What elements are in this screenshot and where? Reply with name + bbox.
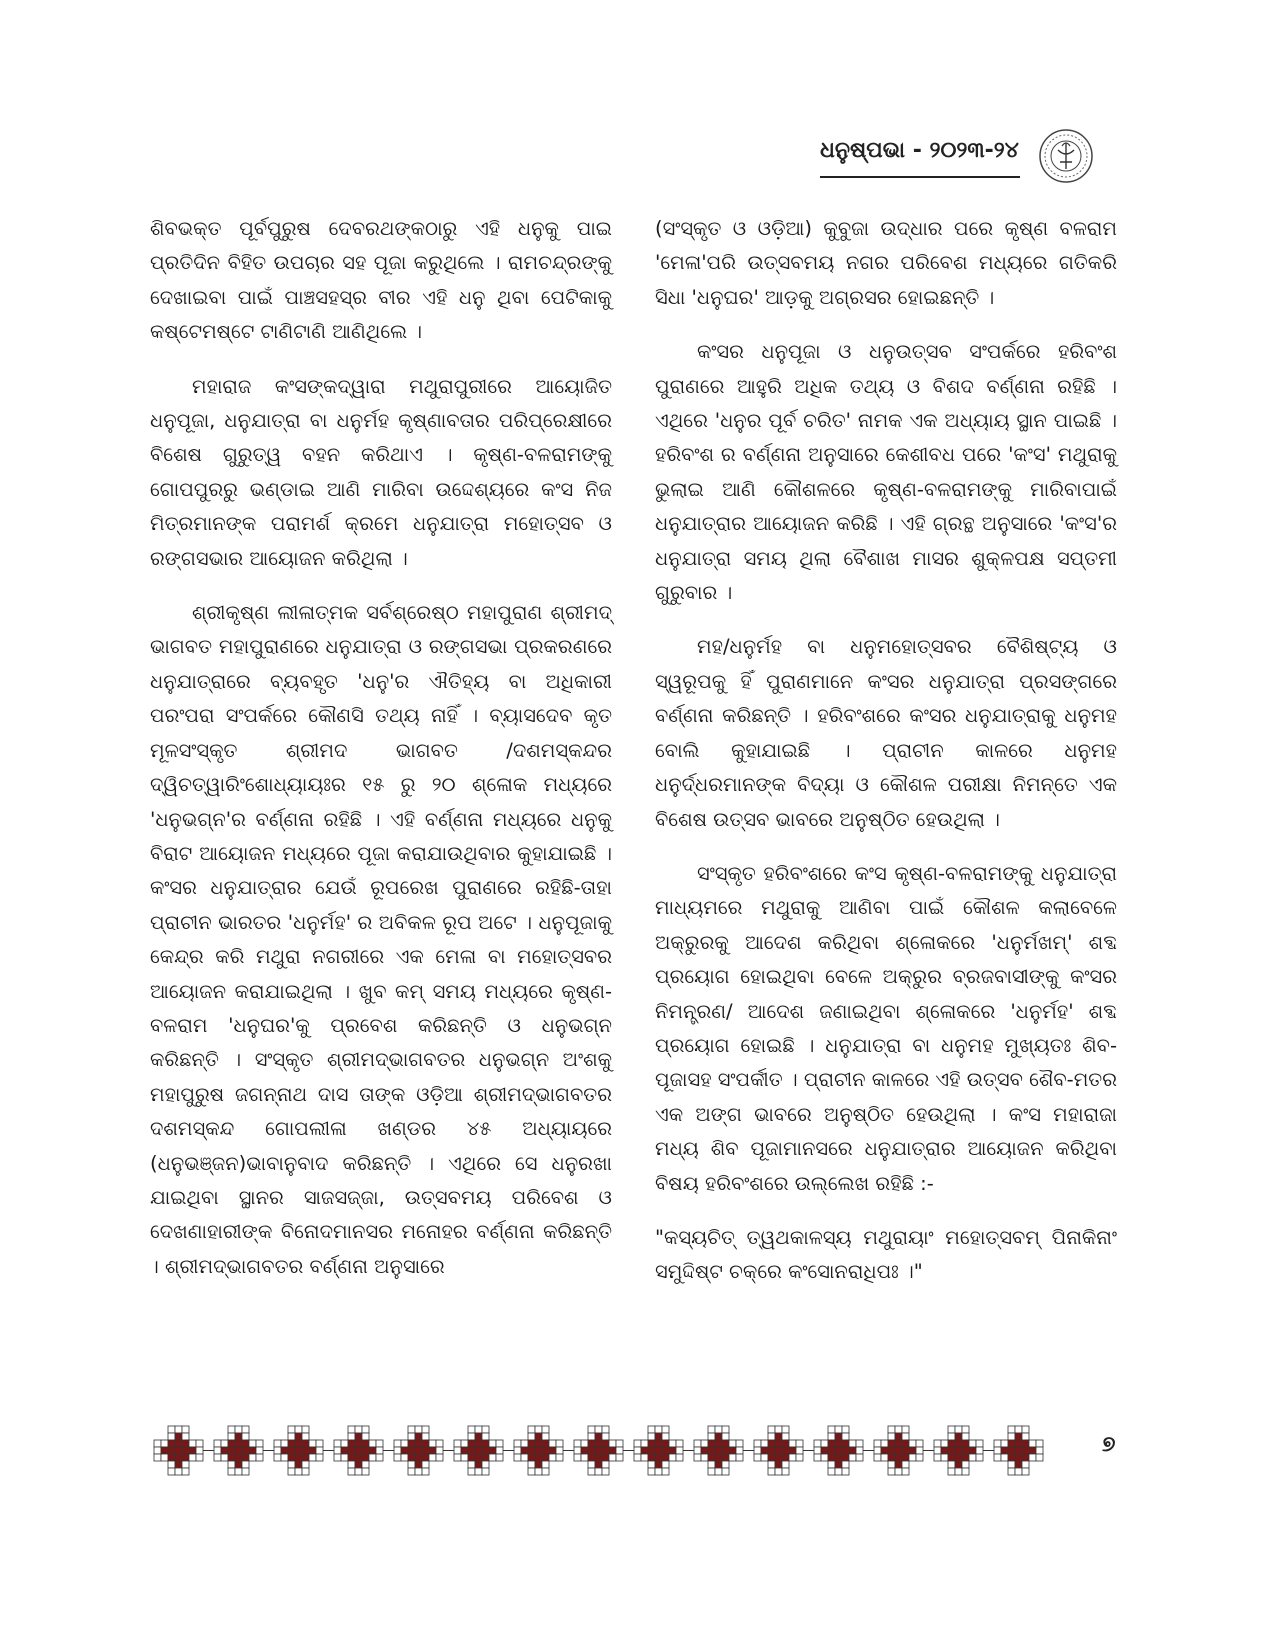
ornament-motif	[334, 1426, 394, 1475]
paragraph: ମହାରାଜ କଂସଙ୍କଦ୍ୱାରା ମଥୁରାପୁରୀରେ ଆୟୋଜିତ ଧନୁପୂଜା, ଧନୁଯାତ୍ରା ବା ଧନୁର୍ମହ କୃଷ୍ଣାବତାର ପରିପ୍ରେକ୍ଷୀରେ ବିଶେଷ ଗୁରୁତ୍ୱ ବହନ କରିଥାଏ । କୃଷ୍ଣ-ବଳରାମଙ୍କୁ ଗୋପପୁରରୁ ଭଣ୍ଡାଇ ଆଣି ମାରିବା ଉଦ୍ଦେଶ୍ୟରେ କଂସ ନିଜ ମିତ୍ରମାନଙ୍କ ପରାମର୍ଶ କ୍ରମେ ଧନୁଯାତ୍ରା ମହୋତ୍ସବ ଓ ରଙ୍ଗସଭାର ଆୟୋଜନ କରିଥିଲା ।	[150, 374, 612, 570]
paragraph: ମହ/ଧନୁର୍ମହ ବା ଧନୁମହୋତ୍ସବର ବୈଶିଷ୍ଟ୍ୟ ଓ ସ୍ୱରୂପକୁ ହିଁ ପୁରାଣମାନେ କଂସର ଧନୁଯାତ୍ରା ପ୍ରସଙ୍ଗରେ ବର୍ଣ୍ଣନା କରିଛନ୍ତି । ହରିବଂଶରେ କଂସର ଧନୁଯାତ୍ରାକୁ ଧନୁମହ ବୋଲି କୁହାଯାଇଛି । ପ୍ରାଚୀନ କାଳରେ ଧନୁମହ ଧନୁର୍ଦ୍ଧରମାନଙ୍କ ବିଦ୍ୟା ଓ କୌଶଳ ପରୀକ୍ଷା ନିମନ୍ତେ ଏକ ବିଶେଷ ଉତ୍ସବ ଭାବରେ ଅନୁଷ୍ଠିତ ହେଉଥିଲା ।	[655, 635, 1117, 831]
sanskrit-quote: "କସ୍ୟଚିତ୍ ତ୍ୱଥକାଳସ୍ୟ ମଥୁରାୟାଂ ମହୋତ୍ସବମ୍ ପିନାକିନାଂ ସମୁଦ୍ଦିଷ୍ଟ ଚକ୍ରେ କଂସୋନରାଧିପଃ ।"	[655, 1225, 1117, 1284]
ornament-motif	[874, 1426, 934, 1475]
ornament-motif	[514, 1426, 574, 1475]
paragraph: ଶିବଭକ୍ତ ପୂର୍ବପୁରୁଷ ଦେବରଥଙ୍କଠାରୁ ଏହି ଧନୁକୁ ପାଇ ପ୍ରତିଦିନ ବିହିତ ଉପଚାର ସହ ପୂଜା କରୁଥିଲେ । ରାମଚନ୍ଦ୍ରଙ୍କୁ ଦେଖାଇବା ପାଇଁ ପାଞ୍ଚସହସ୍ର ବୀର ଏହି ଧନୁ ଥିବା ପେଟିକାକୁ କଷ୍ଟେମଷ୍ଟେ ଟାଣିଟାଣି ଆଣିଥିଲେ ।	[150, 217, 612, 344]
left-column	[150, 212, 612, 1304]
paragraph: ସଂସ୍କୃତ ହରିବଂଶରେ କଂସ କୃଷ୍ଣ-ବଳରାମଙ୍କୁ ଧନୁଯାତ୍ରା ମାଧ୍ୟମରେ ମଥୁରାକୁ ଆଣିବା ପାଇଁ କୌଶଳ କଲାବେଳେ ଅକ୍ରୁରକୁ ଆଦେଶ କରିଥିବା ଶ୍ଳୋକରେ 'ଧନୁର୍ମଖମ୍' ଶବ୍ଦ ପ୍ରୟୋଗ ହୋଇଥିବା ବେଳେ ଅକ୍ରୁର ବ୍ରଜବାସୀଙ୍କୁ କଂସର ନିମନ୍ତ୍ରଣ/ ଆଦେଶ ଜଣାଇଥିବା ଶ୍ଳୋକରେ 'ଧନୁର୍ମହ' ଶବ୍ଦ ପ୍ରୟୋଗ ହୋଇଛି । ଧନୁଯାତ୍ରା ବା ଧନୁମହ ମୁଖ୍ୟତଃ ଶିବ-ପୂଜାସହ ସଂପର୍କୀତ । ପ୍ରାଚୀନ କାଳରେ ଏହି ଉତ୍ସବ ଶୈବ-ମତର ଏକ ଅଙ୍ଗ ଭାବରେ ଅନୁଷ୍ଠିତ ହେଉଥିଲା । କଂସ ମହାରାଜା ମଧ୍ୟ ଶିବ ପୂଜାମାନସରେ ଧନୁଯାତ୍ରାର ଆୟୋଜନ କରିଥିବା ବିଷୟ ହରିବଂଶରେ ଉଲ୍ଲେଖ ରହିଛି :-	[655, 861, 1117, 1195]
paragraph: କଂସର ଧନୁପୂଜା ଓ ଧନୁଉତ୍ସବ ସଂପର୍କରେ ହରିବଂଶ ପୁରାଣରେ ଆହୁରି ଅଧିକ ତଥ୍ୟ ଓ ବିଶଦ ବର୍ଣ୍ଣନା ରହିଛି । ଏଥିରେ 'ଧନୁର ପୂର୍ବ ଚରିତ' ନାମକ ଏକ ଅଧ୍ୟାୟ ସ୍ଥାନ ପାଇଛି । ହରିବଂଶ ର ବର୍ଣ୍ଣନା ଅନୁସାରେ କେଶୀବଧ ପରେ 'କଂସ' ମଥୁରାକୁ ଭୁଲାଇ ଆଣି କୌଶଳରେ କୃଷ୍ଣ-ବଳରାମଙ୍କୁ ମାରିବାପାଇଁ ଧନୁଯାତ୍ରାର ଆୟୋଜନ କରିଛି । ଏହି ଗ୍ରନ୍ଥ ଅନୁସାରେ 'କଂସ'ର ଧନୁଯାତ୍ରା ସମୟ ଥିଲା ବୈଶାଖ ମାସର ଶୁକ୍ଳପକ୍ଷ ସପ୍ତମୀ ଗୁରୁବାର ।	[655, 340, 1117, 605]
ornament-motif	[814, 1426, 874, 1475]
ornament-motif	[274, 1426, 334, 1475]
ornament-border	[150, 1422, 1050, 1480]
paragraph: (ସଂସ୍କୃତ ଓ ଓଡ଼ିଆ) କୁବୁଜା ଉଦ୍ଧାର ପରେ କୃଷ୍ଣ ବଳରାମ 'ମେଳା'ପରି ଉତ୍ସବମୟ ନଗର ପରିବେଶ ମଧ୍ୟରେ ଗତିକରି ସିଧା 'ଧନୁଘର' ଆଡ଼କୁ ଅଗ୍ରସର ହୋଇଛନ୍ତି ।	[655, 217, 1117, 309]
ornament-motif	[994, 1426, 1043, 1475]
ornament-motif	[454, 1426, 514, 1475]
ornament-motif	[634, 1426, 694, 1475]
page-number: ୭	[1102, 1432, 1116, 1457]
page-header	[820, 128, 1220, 192]
ornament-motif	[154, 1426, 214, 1475]
ornament-motif	[754, 1426, 814, 1475]
header-rule	[820, 176, 1020, 178]
seal-icon	[1038, 128, 1094, 184]
header-title: ଧନୁଷ୍ପଭା - ୨୦୨୩-୨୪	[820, 138, 1019, 163]
ornament-motif	[214, 1426, 274, 1475]
ornament-motif	[934, 1426, 994, 1475]
ornament-motif	[394, 1426, 454, 1475]
ornament-motif	[694, 1426, 754, 1475]
paragraph: ଶ୍ରୀକୃଷ୍ଣ ଲୀଳାତ୍ମକ ସର୍ବଶ୍ରେଷ୍ଠ ମହାପୁରାଣ ଶ୍ରୀମଦ୍ ଭାଗବତ ମହାପୁରାଣରେ ଧନୁଯାତ୍ରା ଓ ରଙ୍ଗସଭା ପ୍ରକରଣରେ ଧନୁଯାତ୍ରାରେ ବ୍ୟବହୃତ 'ଧନୁ'ର ଐତିହ୍ୟ ବା ଅଧିକାରୀ ପରଂପରା ସଂପର୍କରେ କୌଣସି ତଥ୍ୟ ନାହିଁ । ବ୍ୟାସଦେବ କୃତ ମୂଳସଂସ୍କୃତ ଶ୍ରୀମଦ ଭାଗବତ /ଦଶମସ୍କନ୍ଦର ଦ୍ୱିଚତ୍ୱାରିଂଶୋଧ୍ୟାୟଃର ୧୫ ରୁ ୨୦ ଶ୍ଳୋକ ମଧ୍ୟରେ 'ଧନୁଭଗ୍ନ'ର ବର୍ଣ୍ଣନା ରହିଛି । ଏହି ବର୍ଣ୍ଣନା ମଧ୍ୟରେ ଧନୁକୁ ବିରାଟ ଆୟୋଜନ ମଧ୍ୟରେ ପୂଜା କରାଯାଉଥିବାର କୁହାଯାଇଛି । କଂସର ଧନୁଯାତ୍ରାର ଯେଉଁ ରୂପରେଖ ପୁରାଣରେ ରହିଛି-ତାହା ପ୍ରାଚୀନ ଭାରତର 'ଧନୁର୍ମହ' ର ଅବିକଳ ରୂପ ଅଟେ । ଧନୁପୂଜାକୁ କେନ୍ଦ୍ର କରି ମଥୁରା ନଗରୀରେ ଏକ ମେଳା ବା ମହୋତ୍ସବର ଆୟୋଜନ କରାଯାଇଥିଲା । ଖୁବ କମ୍ ସମୟ ମଧ୍ୟରେ କୃଷ୍ଣ-ବଳରାମ 'ଧନୁଘର'କୁ ପ୍ରବେଶ କରିଛନ୍ତି ଓ ଧନୁଭଗ୍ନ କରିଛନ୍ତି । ସଂସ୍କୃତ ଶ୍ରୀମଦ୍‌ଭାଗବତର ଧନୁଭଗ୍ନ ଅଂଶକୁ ମହାପୁରୁଷ ଜଗନ୍ନାଥ ଦାସ ତାଙ୍କ ଓଡ଼ିଆ ଶ୍ରୀମଦ୍‌ଭାଗବତର ଦଶମସ୍କନ୍ଦ ଗୋପଲୀଳା ଖଣ୍ଡର ୪୫ ଅଧ୍ୟାୟରେ (ଧନୁଭଞ୍ଜନ)ଭାବାନୁବାଦ କରିଛନ୍ତି । ଏଥିରେ ସେ ଧନୁରଖା ଯାଇଥିବା ସ୍ଥାନର ସାଜସଜ୍ଜା, ଉତ୍ସବମୟ ପରିବେଶ ଓ ଦେଖଣାହାରୀଙ୍କ ବିନୋଦମାନସର ମନୋହର ବର୍ଣ୍ଣନା କରିଛନ୍ତି । ଶ୍ରୀମଦ୍‌ଭାଗବତର ବର୍ଣ୍ଣନା ଅନୁସାରେ	[150, 601, 612, 1278]
right-column	[655, 212, 1117, 1310]
ornament-motif	[574, 1426, 634, 1475]
